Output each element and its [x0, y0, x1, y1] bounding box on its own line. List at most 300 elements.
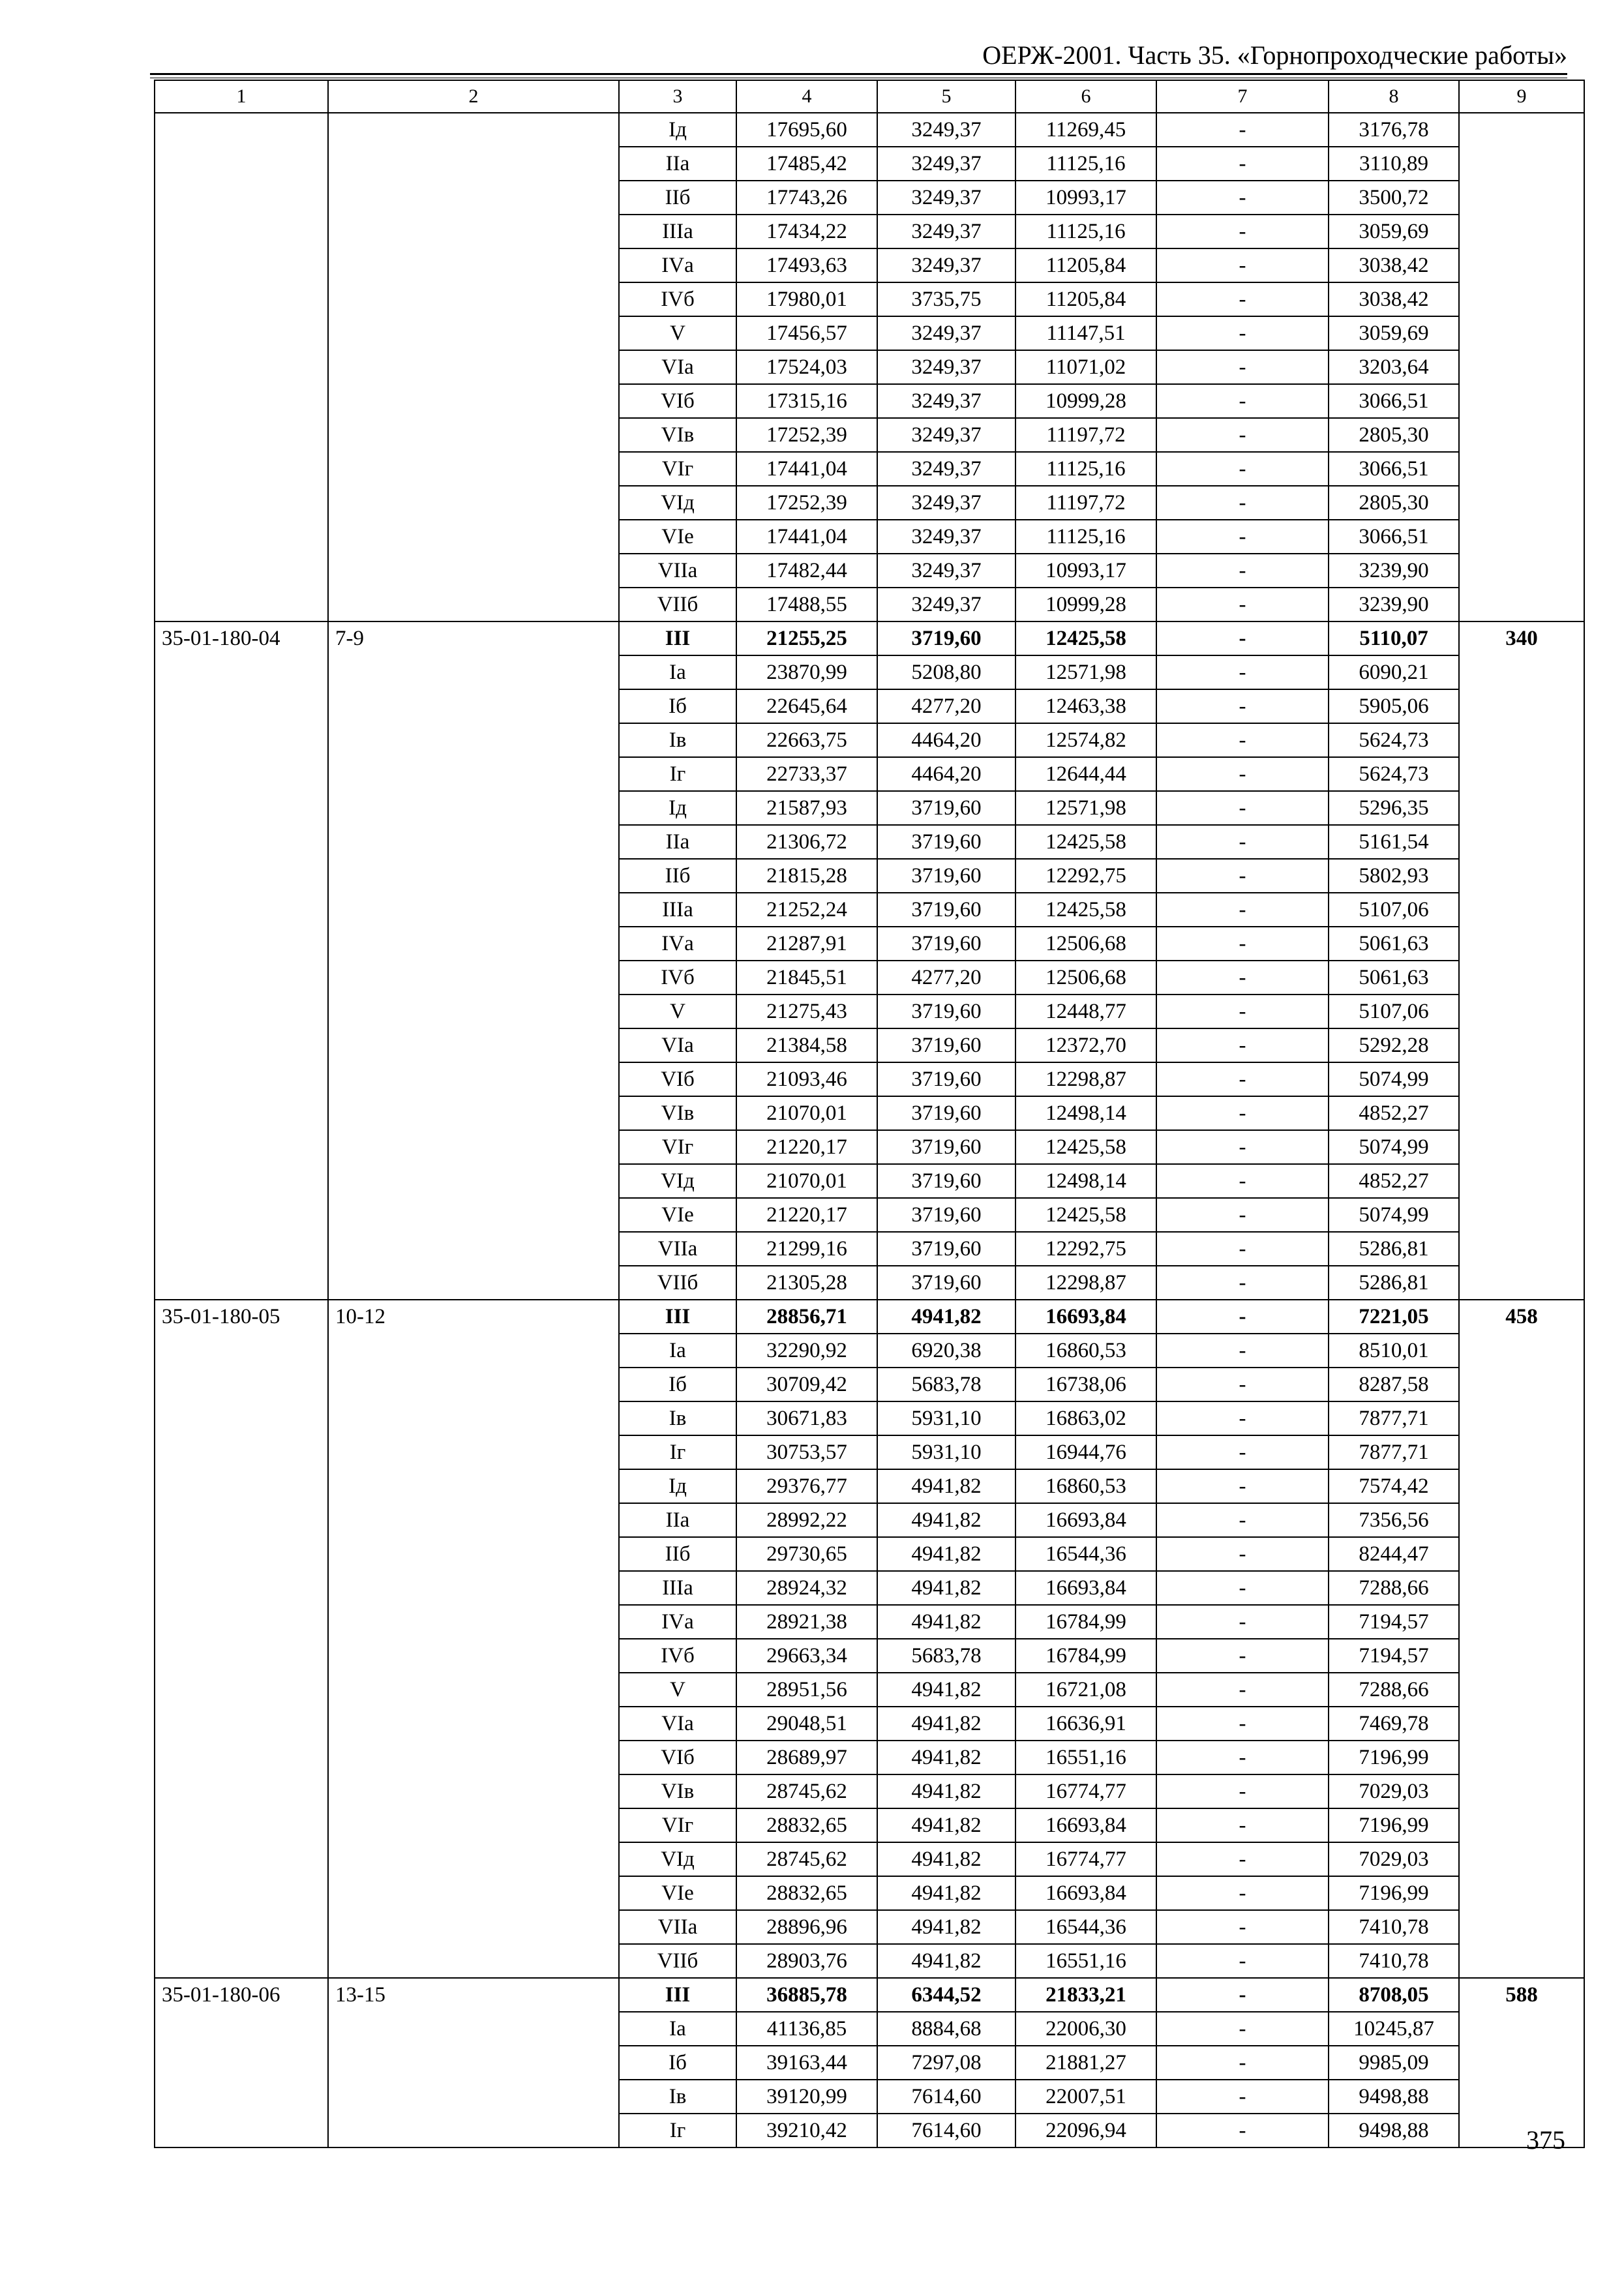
category-cell: IIб: [619, 859, 736, 893]
value-cell: -: [1156, 1707, 1329, 1741]
value-cell: 4941,82: [877, 1300, 1015, 1334]
value-cell: 21093,46: [736, 1062, 877, 1096]
category-cell: III: [619, 1978, 736, 2012]
value-cell: 22733,37: [736, 757, 877, 791]
value-cell: 3719,60: [877, 859, 1015, 893]
value-cell: 3059,69: [1329, 215, 1459, 248]
value-cell: 12644,44: [1015, 757, 1156, 791]
value-cell: 7297,08: [877, 2046, 1015, 2080]
value-cell: 17743,26: [736, 181, 877, 215]
value-cell: -: [1156, 1232, 1329, 1266]
value-cell: 11147,51: [1015, 316, 1156, 350]
value-cell: -: [1156, 1842, 1329, 1876]
value-cell: 16860,53: [1015, 1469, 1156, 1503]
value-cell: -: [1156, 1334, 1329, 1368]
value-cell: -: [1156, 316, 1329, 350]
value-cell: 12506,68: [1015, 927, 1156, 961]
value-cell: 16693,84: [1015, 1876, 1156, 1910]
value-cell: 3038,42: [1329, 282, 1459, 316]
value-cell: 12498,14: [1015, 1096, 1156, 1130]
value-cell: 16774,77: [1015, 1842, 1156, 1876]
value-cell: 3719,60: [877, 1198, 1015, 1232]
value-cell: -: [1156, 1300, 1329, 1334]
value-cell: 29663,34: [736, 1639, 877, 1673]
category-cell: VIIб: [619, 1266, 736, 1300]
category-cell: IVа: [619, 927, 736, 961]
value-cell: 12425,58: [1015, 893, 1156, 927]
value-cell: 28896,96: [736, 1910, 877, 1944]
value-cell: 3239,90: [1329, 588, 1459, 621]
value-cell: 7877,71: [1329, 1401, 1459, 1435]
value-cell: -: [1156, 2080, 1329, 2114]
rate-code-cell: [155, 113, 328, 621]
value-cell: 5296,35: [1329, 791, 1459, 825]
value-cell: -: [1156, 655, 1329, 689]
value-cell: 4941,82: [877, 1707, 1015, 1741]
value-cell: 16551,16: [1015, 1944, 1156, 1978]
value-cell: 3066,51: [1329, 520, 1459, 554]
value-cell: -: [1156, 147, 1329, 181]
value-cell: -: [1156, 418, 1329, 452]
value-cell: 11197,72: [1015, 486, 1156, 520]
value-cell: 3719,60: [877, 1130, 1015, 1164]
category-cell: IVа: [619, 248, 736, 282]
rates-table: [154, 80, 1585, 2148]
value-cell: 11071,02: [1015, 350, 1156, 384]
range-cell: 13-15: [328, 1978, 619, 2147]
value-cell: 16944,76: [1015, 1435, 1156, 1469]
value-cell: 2805,30: [1329, 486, 1459, 520]
value-cell: -: [1156, 1401, 1329, 1435]
category-cell: V: [619, 1673, 736, 1707]
value-cell: 7196,99: [1329, 1741, 1459, 1774]
value-cell: 17441,04: [736, 452, 877, 486]
value-cell: 8510,01: [1329, 1334, 1459, 1368]
value-cell: 3249,37: [877, 520, 1015, 554]
column-header: 8: [1329, 80, 1459, 113]
column-header: 6: [1015, 80, 1156, 113]
value-cell: 3500,72: [1329, 181, 1459, 215]
value-cell: 9498,88: [1329, 2080, 1459, 2114]
category-cell: VIб: [619, 1062, 736, 1096]
value-cell: 41136,85: [736, 2012, 877, 2046]
value-cell: 3066,51: [1329, 452, 1459, 486]
value-cell: -: [1156, 1605, 1329, 1639]
value-cell: 28992,22: [736, 1503, 877, 1537]
value-cell: 12574,82: [1015, 723, 1156, 757]
value-cell: 28903,76: [736, 1944, 877, 1978]
column-9-cell: 458: [1459, 1300, 1584, 1978]
range-cell: [328, 113, 619, 621]
value-cell: 22006,30: [1015, 2012, 1156, 2046]
value-cell: 11197,72: [1015, 418, 1156, 452]
value-cell: 3735,75: [877, 282, 1015, 316]
table-row: [155, 113, 1584, 147]
value-cell: 12425,58: [1015, 1130, 1156, 1164]
value-cell: -: [1156, 791, 1329, 825]
value-cell: 5931,10: [877, 1401, 1015, 1435]
value-cell: 16544,36: [1015, 1537, 1156, 1571]
value-cell: 3249,37: [877, 452, 1015, 486]
category-cell: VIе: [619, 1198, 736, 1232]
value-cell: 21815,28: [736, 859, 877, 893]
value-cell: 5074,99: [1329, 1130, 1459, 1164]
category-cell: VIд: [619, 1164, 736, 1198]
value-cell: 5624,73: [1329, 723, 1459, 757]
value-cell: -: [1156, 1266, 1329, 1300]
category-cell: Iа: [619, 1334, 736, 1368]
value-cell: 21220,17: [736, 1198, 877, 1232]
value-cell: 7194,57: [1329, 1605, 1459, 1639]
value-cell: -: [1156, 215, 1329, 248]
value-cell: 21070,01: [736, 1096, 877, 1130]
value-cell: 39163,44: [736, 2046, 877, 2080]
value-cell: -: [1156, 1198, 1329, 1232]
value-cell: 8244,47: [1329, 1537, 1459, 1571]
value-cell: 10999,28: [1015, 384, 1156, 418]
value-cell: 10993,17: [1015, 554, 1156, 588]
value-cell: -: [1156, 1673, 1329, 1707]
value-cell: 3176,78: [1329, 113, 1459, 147]
value-cell: 11125,16: [1015, 520, 1156, 554]
value-cell: -: [1156, 1164, 1329, 1198]
value-cell: 3249,37: [877, 215, 1015, 248]
category-cell: IIб: [619, 181, 736, 215]
value-cell: 3249,37: [877, 248, 1015, 282]
value-cell: -: [1156, 282, 1329, 316]
value-cell: 16860,53: [1015, 1334, 1156, 1368]
category-cell: VIа: [619, 1707, 736, 1741]
category-cell: VIг: [619, 1130, 736, 1164]
value-cell: -: [1156, 927, 1329, 961]
value-cell: 3038,42: [1329, 248, 1459, 282]
value-cell: 28856,71: [736, 1300, 877, 1334]
value-cell: 8287,58: [1329, 1368, 1459, 1401]
category-cell: VIа: [619, 1028, 736, 1062]
value-cell: 22096,94: [1015, 2114, 1156, 2147]
value-cell: 28924,32: [736, 1571, 877, 1605]
category-cell: IIа: [619, 147, 736, 181]
value-cell: 16693,84: [1015, 1808, 1156, 1842]
column-header: 1: [155, 80, 328, 113]
value-cell: -: [1156, 723, 1329, 757]
value-cell: 3249,37: [877, 350, 1015, 384]
value-cell: 7194,57: [1329, 1639, 1459, 1673]
value-cell: -: [1156, 1503, 1329, 1537]
value-cell: -: [1156, 1130, 1329, 1164]
column-number-row: [155, 80, 1584, 113]
column-header: 4: [736, 80, 877, 113]
value-cell: 10245,87: [1329, 2012, 1459, 2046]
value-cell: -: [1156, 893, 1329, 927]
value-cell: 17434,22: [736, 215, 877, 248]
value-cell: 29048,51: [736, 1707, 877, 1741]
value-cell: 5683,78: [877, 1368, 1015, 1401]
value-cell: -: [1156, 859, 1329, 893]
category-cell: Iг: [619, 2114, 736, 2147]
value-cell: 17485,42: [736, 147, 877, 181]
value-cell: 30671,83: [736, 1401, 877, 1435]
value-cell: 12571,98: [1015, 655, 1156, 689]
value-cell: 39210,42: [736, 2114, 877, 2147]
value-cell: 11205,84: [1015, 282, 1156, 316]
value-cell: 16863,02: [1015, 1401, 1156, 1435]
value-cell: -: [1156, 2114, 1329, 2147]
value-cell: 7029,03: [1329, 1774, 1459, 1808]
value-cell: -: [1156, 1435, 1329, 1469]
value-cell: 16784,99: [1015, 1639, 1156, 1673]
value-cell: 12425,58: [1015, 825, 1156, 859]
category-cell: VIе: [619, 520, 736, 554]
value-cell: -: [1156, 486, 1329, 520]
value-cell: 5292,28: [1329, 1028, 1459, 1062]
value-cell: 16693,84: [1015, 1503, 1156, 1537]
value-cell: -: [1156, 588, 1329, 621]
category-cell: Iб: [619, 689, 736, 723]
table-row: [155, 621, 1584, 655]
category-cell: IVа: [619, 1605, 736, 1639]
value-cell: 4941,82: [877, 1808, 1015, 1842]
value-cell: 12292,75: [1015, 1232, 1156, 1266]
value-cell: 22007,51: [1015, 2080, 1156, 2114]
value-cell: -: [1156, 621, 1329, 655]
value-cell: 7196,99: [1329, 1876, 1459, 1910]
value-cell: 21255,25: [736, 621, 877, 655]
value-cell: 21275,43: [736, 995, 877, 1028]
value-cell: -: [1156, 757, 1329, 791]
value-cell: 7356,56: [1329, 1503, 1459, 1537]
value-cell: 28745,62: [736, 1842, 877, 1876]
value-cell: -: [1156, 2046, 1329, 2080]
category-cell: VIв: [619, 418, 736, 452]
category-cell: IIIа: [619, 1571, 736, 1605]
value-cell: 8884,68: [877, 2012, 1015, 2046]
value-cell: 21587,93: [736, 791, 877, 825]
value-cell: 21306,72: [736, 825, 877, 859]
category-cell: Iг: [619, 757, 736, 791]
column-header: 5: [877, 80, 1015, 113]
value-cell: 3249,37: [877, 147, 1015, 181]
value-cell: 17524,03: [736, 350, 877, 384]
category-cell: VIIб: [619, 588, 736, 621]
value-cell: 6090,21: [1329, 655, 1459, 689]
value-cell: 7469,78: [1329, 1707, 1459, 1741]
value-cell: 5286,81: [1329, 1266, 1459, 1300]
value-cell: 28832,65: [736, 1808, 877, 1842]
value-cell: -: [1156, 995, 1329, 1028]
value-cell: -: [1156, 1774, 1329, 1808]
value-cell: 7029,03: [1329, 1842, 1459, 1876]
value-cell: 5802,93: [1329, 859, 1459, 893]
category-cell: VIIб: [619, 1944, 736, 1978]
value-cell: -: [1156, 1537, 1329, 1571]
category-cell: VIIа: [619, 1232, 736, 1266]
value-cell: 4941,82: [877, 1876, 1015, 1910]
value-cell: 5905,06: [1329, 689, 1459, 723]
page-number: 375: [1526, 2125, 1565, 2155]
value-cell: 5161,54: [1329, 825, 1459, 859]
value-cell: 21881,27: [1015, 2046, 1156, 2080]
value-cell: 7614,60: [877, 2080, 1015, 2114]
value-cell: 4941,82: [877, 1774, 1015, 1808]
value-cell: 17252,39: [736, 486, 877, 520]
value-cell: 17493,63: [736, 248, 877, 282]
value-cell: 5061,63: [1329, 961, 1459, 995]
value-cell: 7221,05: [1329, 1300, 1459, 1334]
value-cell: 21299,16: [736, 1232, 877, 1266]
value-cell: 4941,82: [877, 1503, 1015, 1537]
value-cell: -: [1156, 1910, 1329, 1944]
value-cell: 3249,37: [877, 181, 1015, 215]
value-cell: -: [1156, 1639, 1329, 1673]
value-cell: 11125,16: [1015, 147, 1156, 181]
value-cell: 16721,08: [1015, 1673, 1156, 1707]
value-cell: -: [1156, 1978, 1329, 2012]
value-cell: -: [1156, 961, 1329, 995]
value-cell: 12506,68: [1015, 961, 1156, 995]
value-cell: 3719,60: [877, 1232, 1015, 1266]
value-cell: 16636,91: [1015, 1707, 1156, 1741]
value-cell: 3719,60: [877, 893, 1015, 927]
value-cell: 28832,65: [736, 1876, 877, 1910]
range-cell: 7-9: [328, 621, 619, 1300]
category-cell: VIа: [619, 350, 736, 384]
value-cell: 5074,99: [1329, 1198, 1459, 1232]
value-cell: -: [1156, 1028, 1329, 1062]
value-cell: 4941,82: [877, 1673, 1015, 1707]
column-9-cell: 588: [1459, 1978, 1584, 2147]
value-cell: 7410,78: [1329, 1944, 1459, 1978]
value-cell: 12498,14: [1015, 1164, 1156, 1198]
value-cell: 3110,89: [1329, 147, 1459, 181]
value-cell: -: [1156, 384, 1329, 418]
value-cell: 3719,60: [877, 825, 1015, 859]
value-cell: 12463,38: [1015, 689, 1156, 723]
value-cell: 4941,82: [877, 1944, 1015, 1978]
value-cell: 12298,87: [1015, 1266, 1156, 1300]
value-cell: -: [1156, 350, 1329, 384]
value-cell: 29730,65: [736, 1537, 877, 1571]
category-cell: IVб: [619, 282, 736, 316]
value-cell: 28689,97: [736, 1741, 877, 1774]
value-cell: 23870,99: [736, 655, 877, 689]
category-cell: V: [619, 995, 736, 1028]
value-cell: 2805,30: [1329, 418, 1459, 452]
value-cell: 7288,66: [1329, 1571, 1459, 1605]
value-cell: 36885,78: [736, 1978, 877, 2012]
category-cell: VIв: [619, 1096, 736, 1130]
value-cell: 4941,82: [877, 1741, 1015, 1774]
category-cell: Iв: [619, 723, 736, 757]
value-cell: 21070,01: [736, 1164, 877, 1198]
value-cell: -: [1156, 1876, 1329, 1910]
category-cell: Iд: [619, 791, 736, 825]
value-cell: 11269,45: [1015, 113, 1156, 147]
column-header: 3: [619, 80, 736, 113]
table-row: [155, 1300, 1584, 1334]
value-cell: 9985,09: [1329, 2046, 1459, 2080]
value-cell: 17456,57: [736, 316, 877, 350]
value-cell: 4277,20: [877, 961, 1015, 995]
category-cell: VIIа: [619, 554, 736, 588]
column-9-cell: 340: [1459, 621, 1584, 1300]
value-cell: 4941,82: [877, 1571, 1015, 1605]
value-cell: 16544,36: [1015, 1910, 1156, 1944]
value-cell: 4941,82: [877, 1469, 1015, 1503]
category-cell: Iа: [619, 2012, 736, 2046]
category-cell: VIг: [619, 452, 736, 486]
value-cell: 9498,88: [1329, 2114, 1459, 2147]
value-cell: 7574,42: [1329, 1469, 1459, 1503]
value-cell: 3719,60: [877, 927, 1015, 961]
value-cell: 4941,82: [877, 1537, 1015, 1571]
value-cell: 39120,99: [736, 2080, 877, 2114]
value-cell: 5931,10: [877, 1435, 1015, 1469]
value-cell: 11125,16: [1015, 452, 1156, 486]
value-cell: 5208,80: [877, 655, 1015, 689]
value-cell: 21287,91: [736, 927, 877, 961]
value-cell: 3249,37: [877, 418, 1015, 452]
value-cell: 7410,78: [1329, 1910, 1459, 1944]
header-rule: [150, 73, 1567, 78]
value-cell: -: [1156, 825, 1329, 859]
value-cell: 32290,92: [736, 1334, 877, 1368]
value-cell: 21384,58: [736, 1028, 877, 1062]
category-cell: Iв: [619, 1401, 736, 1435]
category-cell: Iб: [619, 1368, 736, 1401]
value-cell: 16774,77: [1015, 1774, 1156, 1808]
category-cell: Iд: [619, 1469, 736, 1503]
value-cell: 21252,24: [736, 893, 877, 927]
category-cell: Iд: [619, 113, 736, 147]
value-cell: -: [1156, 2012, 1329, 2046]
value-cell: 3719,60: [877, 791, 1015, 825]
value-cell: 21833,21: [1015, 1978, 1156, 2012]
value-cell: -: [1156, 452, 1329, 486]
value-cell: 21220,17: [736, 1130, 877, 1164]
category-cell: VIд: [619, 486, 736, 520]
value-cell: 6344,52: [877, 1978, 1015, 2012]
table-row: [155, 1978, 1584, 2012]
value-cell: 4464,20: [877, 723, 1015, 757]
value-cell: 5624,73: [1329, 757, 1459, 791]
category-cell: VIв: [619, 1774, 736, 1808]
value-cell: 3249,37: [877, 554, 1015, 588]
value-cell: 7196,99: [1329, 1808, 1459, 1842]
value-cell: 7614,60: [877, 2114, 1015, 2147]
value-cell: 7288,66: [1329, 1673, 1459, 1707]
category-cell: VIб: [619, 384, 736, 418]
category-cell: IIа: [619, 1503, 736, 1537]
value-cell: 3239,90: [1329, 554, 1459, 588]
category-cell: IIIа: [619, 893, 736, 927]
value-cell: 4941,82: [877, 1605, 1015, 1639]
value-cell: 3719,60: [877, 1266, 1015, 1300]
value-cell: -: [1156, 1062, 1329, 1096]
value-cell: -: [1156, 520, 1329, 554]
value-cell: 17441,04: [736, 520, 877, 554]
value-cell: -: [1156, 1571, 1329, 1605]
value-cell: 6920,38: [877, 1334, 1015, 1368]
value-cell: 17482,44: [736, 554, 877, 588]
value-cell: 21845,51: [736, 961, 877, 995]
value-cell: 11125,16: [1015, 215, 1156, 248]
value-cell: 3719,60: [877, 1164, 1015, 1198]
category-cell: IVб: [619, 961, 736, 995]
value-cell: 16784,99: [1015, 1605, 1156, 1639]
value-cell: -: [1156, 1944, 1329, 1978]
value-cell: -: [1156, 1368, 1329, 1401]
